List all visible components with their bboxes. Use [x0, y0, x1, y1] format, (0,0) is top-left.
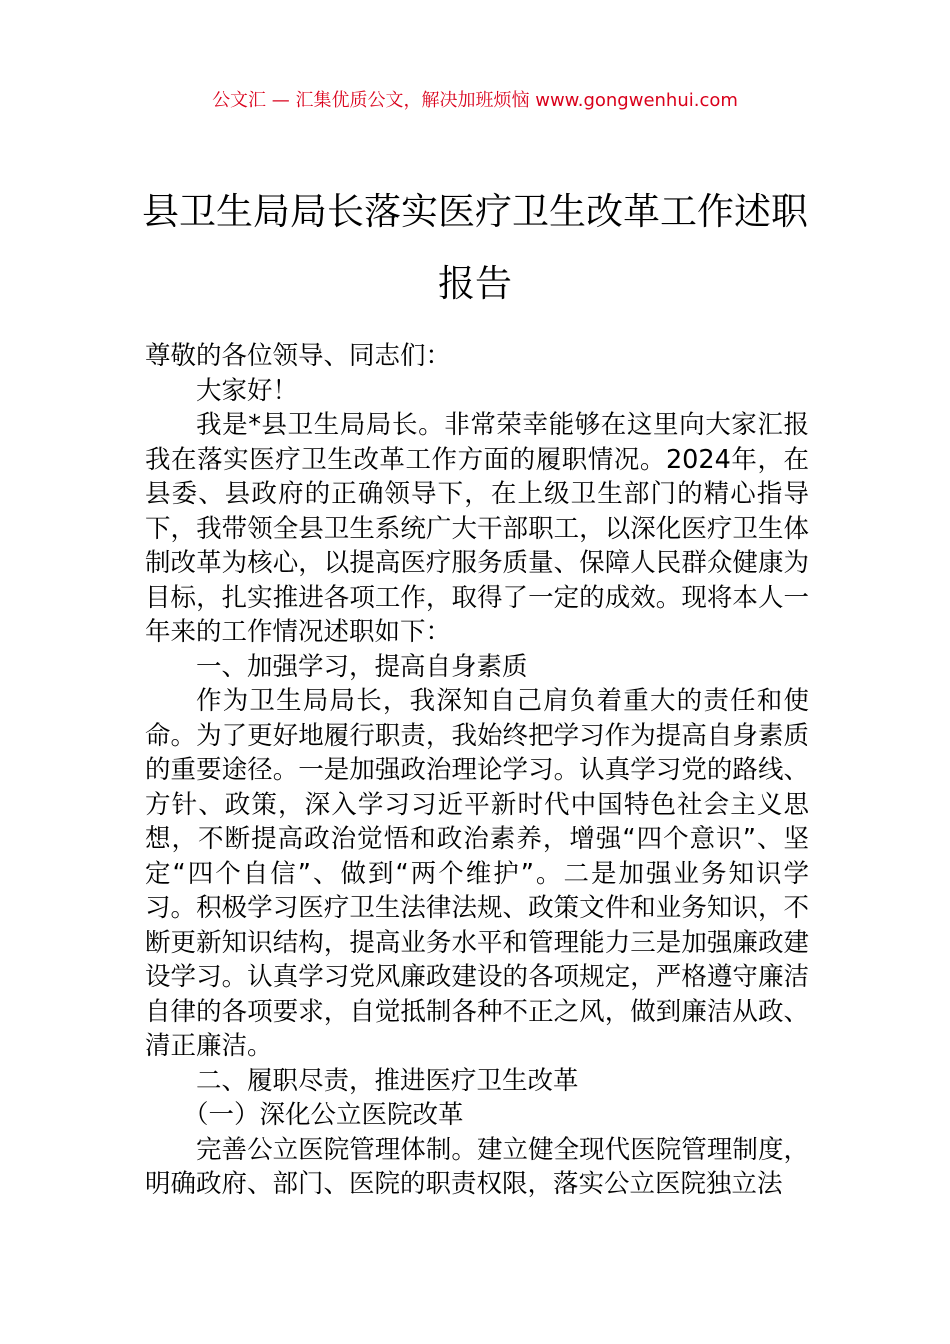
- section-1-paragraph: 作为卫生局局长，我深知自己肩负着重大的责任和使命。为了更好地履行职责，我始终把学习作为提高自身素质的重要途径。一是加强政治理论学习。认真学习党的路线、方针、政策，深入学习习近平新时代中国特色社会主义思想，不断提高政治觉悟和政治素养，增强“四个意识”、坚定“四个自信”、做到“两个维护”。二是加强业务知识学习。积极学习医疗卫生法律法规、政策文件和业务知识，不断更新知识结构，提高业务水平和管理能力三是加强廉政建设学习。认真学习党风廉政建设的各项规定，严格遵守廉洁自律的各项要求，自觉抵制各种不正之风，做到廉洁从政、清正廉洁。: [145, 686, 809, 1061]
- watermark-banner[interactable]: 公文汇 — 汇集优质公文，解决加班烦恼 www.gongwenhui.com: [212, 90, 738, 111]
- greeting: 大家好！: [196, 375, 299, 406]
- document-title: [0, 176, 950, 320]
- section-2-sub-1-paragraph: 完善公立医院管理体制。建立健全现代医院管理制度，明确政府、部门、医院的职责权限，落实公立医院独立法: [145, 1134, 809, 1199]
- salutation: 尊敬的各位领导、同志们：: [145, 341, 452, 371]
- section-2-subheading-1: （一）深化公立医院改革: [183, 1100, 464, 1130]
- document-body: [145, 339, 809, 1202]
- section-1-heading: 一、加强学习，提高自身素质: [196, 651, 528, 682]
- title-line-2: 报告: [438, 262, 512, 305]
- intro-paragraph: 我是*县卫生局局长。非常荣幸能够在这里向大家汇报我在落实医疗卫生改革工作方面的履职情况。2024年，在县委、县政府的正确领导下，在上级卫生部门的精心指导下，我带领全县卫生系统广大干部职工，以深化医疗卫生体制改革为核心，以提高医疗服务质量、保障人民群众健康为目标，扎实推进各项工作，取得了一定的成效。现将本人一年来的工作情况述职如下：: [145, 410, 809, 647]
- section-2-heading: 二、履职尽责，推进医疗卫生改革: [196, 1065, 579, 1096]
- title-line-1: 县卫生局局长落实医疗卫生改革工作述职: [142, 190, 808, 233]
